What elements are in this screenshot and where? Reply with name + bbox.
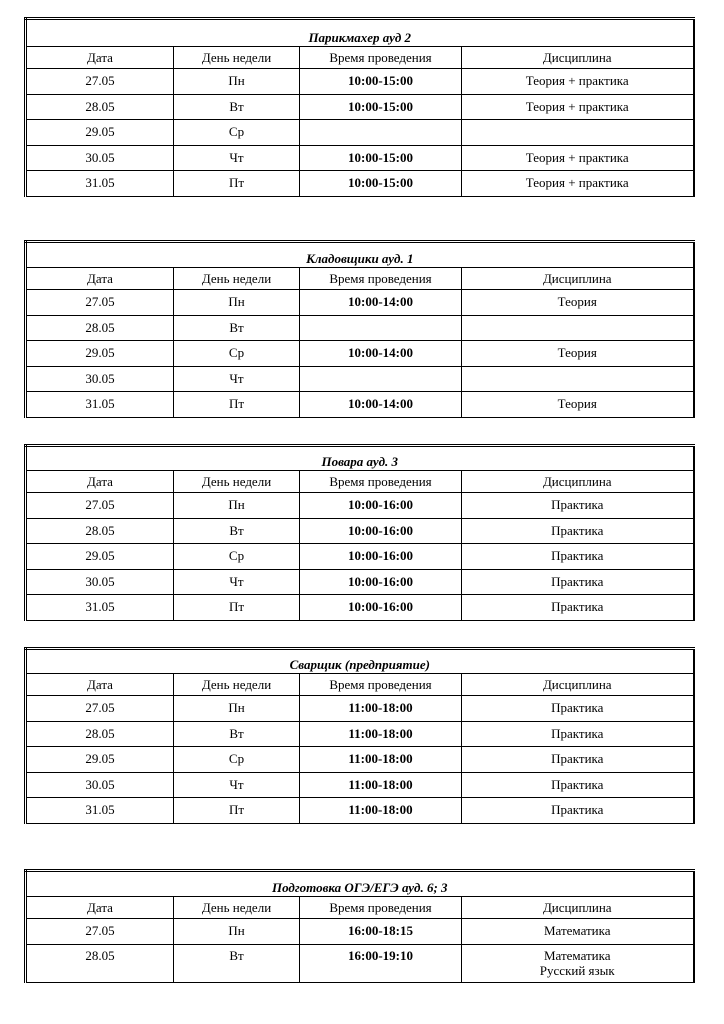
cell-discipline: Теория + практика: [462, 171, 694, 197]
cell-day: Ср: [174, 544, 300, 570]
cell-day: Пн: [174, 493, 300, 519]
header-discipline: Дисциплина: [462, 471, 694, 493]
cell-date: 31.05: [26, 798, 174, 824]
table-row: [26, 772, 694, 798]
cell-discipline: Практика: [462, 747, 694, 773]
cell-time: 10:00-15:00: [300, 145, 462, 171]
header-date: Дата: [26, 268, 174, 290]
header-time: Время проведения: [300, 268, 462, 290]
cell-date: 27.05: [26, 69, 174, 95]
cell-time: 10:00-15:00: [300, 171, 462, 197]
cell-time: 10:00-14:00: [300, 341, 462, 367]
cell-day: Чт: [174, 366, 300, 392]
cell-time: 16:00-19:10: [300, 944, 462, 982]
cell-day: Пн: [174, 290, 300, 316]
cell-day: Пт: [174, 798, 300, 824]
cell-discipline: Практика: [462, 798, 694, 824]
schedule-table-cooks: [24, 444, 695, 621]
cell-day: Вт: [174, 721, 300, 747]
cell-time: 11:00-18:00: [300, 747, 462, 773]
cell-day: Пт: [174, 171, 300, 197]
cell-discipline: Практика: [462, 518, 694, 544]
cell-time: 10:00-16:00: [300, 493, 462, 519]
table-row: [26, 145, 694, 171]
table-row: [26, 595, 694, 621]
table-row: [26, 696, 694, 722]
cell-day: Вт: [174, 944, 300, 982]
cell-day: Ср: [174, 747, 300, 773]
cell-discipline: [462, 120, 694, 146]
table-title: Сварщик (предприятие): [26, 649, 694, 674]
cell-date: 29.05: [26, 120, 174, 146]
cell-day: Пн: [174, 69, 300, 95]
cell-time: 10:00-14:00: [300, 290, 462, 316]
cell-time: 10:00-15:00: [300, 69, 462, 95]
header-weekday: День недели: [174, 268, 300, 290]
cell-date: 29.05: [26, 747, 174, 773]
header-date: Дата: [26, 47, 174, 69]
table-row: [26, 120, 694, 146]
header-date: Дата: [26, 897, 174, 919]
cell-day: Чт: [174, 569, 300, 595]
cell-discipline: Практика: [462, 721, 694, 747]
cell-discipline: Практика: [462, 696, 694, 722]
cell-date: 31.05: [26, 171, 174, 197]
header-time: Время проведения: [300, 47, 462, 69]
cell-discipline: Теория: [462, 290, 694, 316]
cell-discipline: Практика: [462, 569, 694, 595]
table-row: [26, 944, 694, 982]
cell-time: 10:00-16:00: [300, 569, 462, 595]
cell-discipline: Практика: [462, 544, 694, 570]
cell-day: Вт: [174, 94, 300, 120]
table-row: [26, 171, 694, 197]
header-time: Время проведения: [300, 471, 462, 493]
cell-time: [300, 120, 462, 146]
cell-time: 10:00-16:00: [300, 518, 462, 544]
header-time: Время проведения: [300, 674, 462, 696]
table-row: [26, 366, 694, 392]
header-discipline: Дисциплина: [462, 674, 694, 696]
cell-date: 28.05: [26, 944, 174, 982]
cell-day: Пт: [174, 595, 300, 621]
header-weekday: День недели: [174, 674, 300, 696]
discipline-line-1: Математика: [543, 948, 611, 963]
cell-time: 11:00-18:00: [300, 696, 462, 722]
table-row: [26, 919, 694, 945]
cell-discipline: Практика: [462, 772, 694, 798]
table-row: [26, 721, 694, 747]
cell-time: [300, 366, 462, 392]
cell-discipline: [462, 315, 694, 341]
cell-day: Вт: [174, 315, 300, 341]
table-row: [26, 69, 694, 95]
cell-time: 16:00-18:15: [300, 919, 462, 945]
header-weekday: День недели: [174, 47, 300, 69]
cell-discipline: [462, 944, 694, 982]
table-row: [26, 569, 694, 595]
table-row: [26, 315, 694, 341]
cell-date: 31.05: [26, 595, 174, 621]
header-time: Время проведения: [300, 897, 462, 919]
cell-discipline: Практика: [462, 493, 694, 519]
cell-date: 28.05: [26, 94, 174, 120]
cell-date: 30.05: [26, 145, 174, 171]
table-title: Парикмахер ауд 2: [26, 19, 694, 47]
header-discipline: Дисциплина: [462, 47, 694, 69]
cell-time: 11:00-18:00: [300, 772, 462, 798]
cell-date: 30.05: [26, 366, 174, 392]
schedule-table-exam-prep: [24, 869, 695, 983]
cell-day: Чт: [174, 772, 300, 798]
cell-date: 29.05: [26, 544, 174, 570]
cell-discipline: Теория + практика: [462, 69, 694, 95]
header-date: Дата: [26, 674, 174, 696]
cell-date: 28.05: [26, 721, 174, 747]
header-date: Дата: [26, 471, 174, 493]
cell-date: 28.05: [26, 315, 174, 341]
cell-day: Вт: [174, 518, 300, 544]
table-row: [26, 747, 694, 773]
table-row: [26, 493, 694, 519]
header-weekday: День недели: [174, 471, 300, 493]
cell-discipline: Математика: [462, 919, 694, 945]
cell-time: 10:00-16:00: [300, 544, 462, 570]
table-row: [26, 392, 694, 418]
cell-date: 27.05: [26, 493, 174, 519]
cell-date: 27.05: [26, 919, 174, 945]
cell-day: Ср: [174, 341, 300, 367]
cell-day: Пн: [174, 919, 300, 945]
cell-discipline: Теория + практика: [462, 145, 694, 171]
cell-day: Пт: [174, 392, 300, 418]
cell-date: 28.05: [26, 518, 174, 544]
cell-time: 11:00-18:00: [300, 798, 462, 824]
schedule-table-storekeepers: [24, 240, 695, 418]
cell-time: 10:00-15:00: [300, 94, 462, 120]
table-title: Кладовщики ауд. 1: [26, 242, 694, 268]
table-title: Подготовка ОГЭ/ЕГЭ ауд. 6; 3: [26, 871, 694, 897]
cell-date: 29.05: [26, 341, 174, 367]
cell-discipline: Теория: [462, 341, 694, 367]
cell-time: 10:00-16:00: [300, 595, 462, 621]
cell-discipline: Практика: [462, 595, 694, 621]
cell-date: 30.05: [26, 569, 174, 595]
table-row: [26, 94, 694, 120]
table-row: [26, 798, 694, 824]
table-row: [26, 544, 694, 570]
discipline-line-2: Русский язык: [539, 963, 615, 978]
cell-time: 10:00-14:00: [300, 392, 462, 418]
table-title: Повара ауд. 3: [26, 446, 694, 471]
cell-date: 27.05: [26, 696, 174, 722]
cell-discipline: [462, 366, 694, 392]
cell-discipline: Теория: [462, 392, 694, 418]
table-row: [26, 341, 694, 367]
cell-date: 31.05: [26, 392, 174, 418]
cell-day: Чт: [174, 145, 300, 171]
cell-time: 11:00-18:00: [300, 721, 462, 747]
schedule-table-welder: [24, 647, 695, 824]
cell-date: 27.05: [26, 290, 174, 316]
table-row: [26, 518, 694, 544]
cell-day: Пн: [174, 696, 300, 722]
header-weekday: День недели: [174, 897, 300, 919]
header-discipline: Дисциплина: [462, 897, 694, 919]
cell-discipline: Теория + практика: [462, 94, 694, 120]
table-row: [26, 290, 694, 316]
cell-time: [300, 315, 462, 341]
header-discipline: Дисциплина: [462, 268, 694, 290]
cell-date: 30.05: [26, 772, 174, 798]
cell-day: Ср: [174, 120, 300, 146]
schedule-table-hairdresser: [24, 17, 695, 197]
